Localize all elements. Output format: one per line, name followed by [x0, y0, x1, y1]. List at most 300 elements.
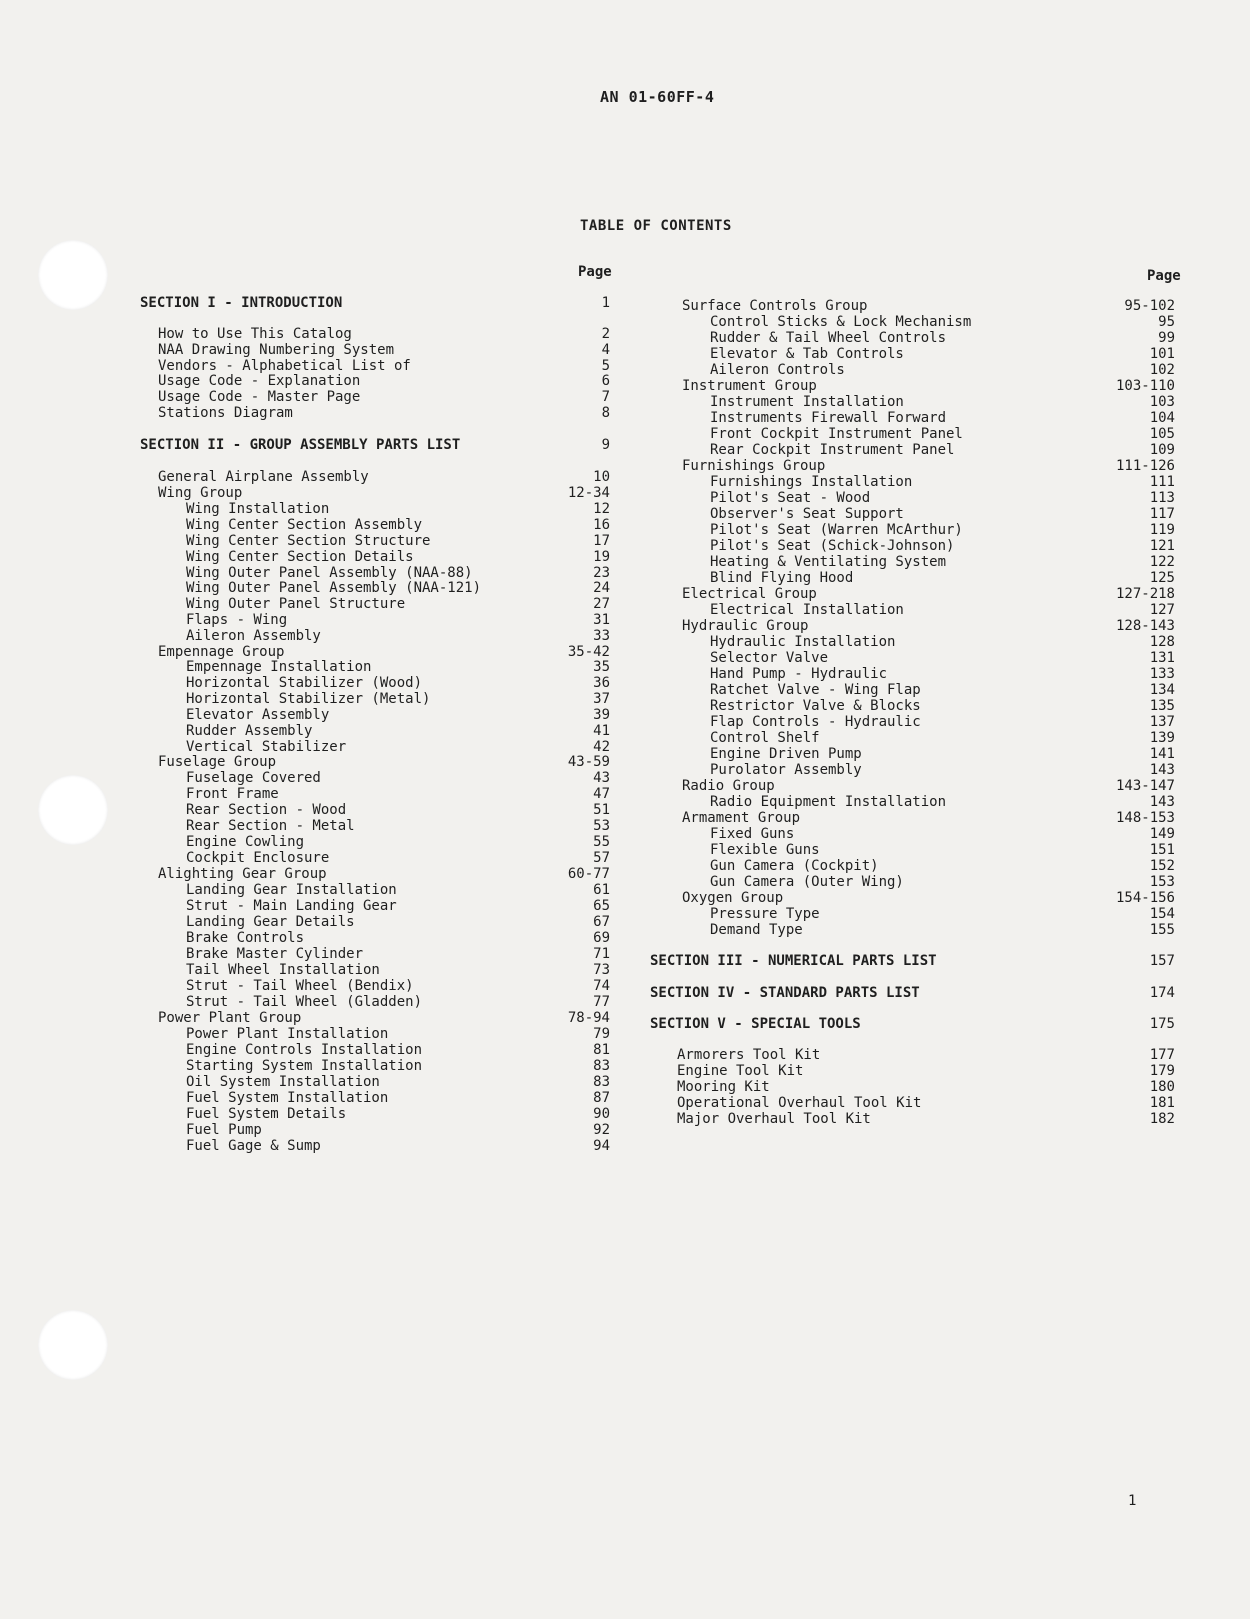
toc-entry-label: Instrument Group [682, 378, 817, 394]
toc-left-entry [140, 786, 610, 802]
toc-entry-page: 35-42 [567, 644, 610, 660]
toc-entry-page: 23 [593, 565, 610, 581]
toc-entry-label: Rear Section - Metal [186, 818, 355, 834]
toc-entry-page: 39 [593, 707, 610, 723]
toc-entry-label: Instruments Firewall Forward [710, 410, 947, 426]
toc-entry-page: 157 [1149, 953, 1175, 969]
page-column-header-right: Page [1147, 268, 1181, 284]
toc-entry-page: 143 [1149, 794, 1175, 810]
toc-entry-label: Selector Valve [710, 650, 829, 666]
binder-hole-middle [38, 775, 108, 845]
toc-entry-page: 92 [593, 1122, 610, 1138]
toc-right-entry [650, 1016, 1175, 1032]
toc-entry-label: Control Sticks & Lock Mechanism [710, 314, 972, 330]
toc-left-entry [140, 501, 610, 517]
toc-entry-page: 55 [593, 834, 610, 850]
toc-entry-page: 174 [1149, 985, 1175, 1001]
toc-entry-page: 149 [1149, 826, 1175, 842]
toc-entry-label: Blind Flying Hood [710, 570, 854, 586]
toc-entry-label: Oil System Installation [186, 1074, 380, 1090]
toc-left-entry [140, 358, 610, 374]
toc-entry-page: 119 [1149, 522, 1175, 538]
toc-entry-label: Gun Camera (Outer Wing) [710, 874, 904, 890]
toc-entry-label: Fuel Gage & Sump [186, 1138, 321, 1154]
toc-entry-page: 53 [593, 818, 610, 834]
toc-entry-page: 65 [593, 898, 610, 914]
toc-left-entry [140, 342, 610, 358]
toc-entry-label: SECTION III - NUMERICAL PARTS LIST [650, 953, 937, 969]
toc-entry-label: Fuel System Installation [186, 1090, 389, 1106]
toc-left-entry [140, 485, 610, 501]
toc-entry-page: 73 [593, 962, 610, 978]
toc-left-entry [140, 580, 610, 596]
toc-right-entry [665, 698, 1175, 714]
toc-right-entry [665, 922, 1175, 938]
toc-entry-label: General Airplane Assembly [158, 469, 369, 485]
toc-entry-page: 180 [1149, 1079, 1175, 1095]
toc-entry-label: Strut - Tail Wheel (Gladden) [186, 994, 423, 1010]
toc-entry-label: Tail Wheel Installation [186, 962, 380, 978]
toc-entry-label: Flexible Guns [710, 842, 820, 858]
toc-right-entry [665, 730, 1175, 746]
toc-right-entry [665, 1111, 1175, 1127]
toc-entry-page: 153 [1149, 874, 1175, 890]
toc-entry-page: 111-126 [1115, 458, 1175, 474]
toc-entry-label: Wing Group [158, 485, 243, 501]
toc-entry-label: Power Plant Group [158, 1010, 302, 1026]
toc-entry-label: Rear Section - Wood [186, 802, 347, 818]
toc-entry-label: Strut - Tail Wheel (Bendix) [186, 978, 414, 994]
toc-right-entry [665, 394, 1175, 410]
toc-left-entry [140, 326, 610, 342]
toc-entry-page: 33 [593, 628, 610, 644]
toc-entry-label: Alighting Gear Group [158, 866, 327, 882]
toc-right-entry [665, 778, 1175, 794]
toc-entry-label: Brake Controls [186, 930, 305, 946]
toc-right-entry [665, 426, 1175, 442]
toc-left-entry [140, 962, 610, 978]
toc-entry-page: 141 [1149, 746, 1175, 762]
toc-entry-page: 81 [593, 1042, 610, 1058]
toc-entry-page: 105 [1149, 426, 1175, 442]
document-id: AN 01-60FF-4 [600, 88, 715, 106]
toc-right-entry [665, 858, 1175, 874]
toc-entry-page: 24 [593, 580, 610, 596]
toc-left-entry [140, 1042, 610, 1058]
toc-entry-label: Pilot's Seat (Schick-Johnson) [710, 538, 955, 554]
toc-left-entry [140, 469, 610, 485]
toc-right-entry [665, 362, 1175, 378]
toc-entry-page: 182 [1149, 1111, 1175, 1127]
toc-left-entry [140, 659, 610, 675]
toc-left-entry [140, 691, 610, 707]
toc-entry-label: Empennage Group [158, 644, 285, 660]
toc-left-entry [140, 1090, 610, 1106]
toc-entry-page: 78-94 [567, 1010, 610, 1026]
toc-right-entry [665, 538, 1175, 554]
toc-entry-label: Horizontal Stabilizer (Wood) [186, 675, 423, 691]
toc-right-entry [665, 682, 1175, 698]
toc-entry-page: 152 [1149, 858, 1175, 874]
toc-entry-label: Empennage Installation [186, 659, 372, 675]
toc-right-entry [665, 890, 1175, 906]
toc-entry-label: Hydraulic Installation [710, 634, 896, 650]
toc-right-entry [665, 474, 1175, 490]
toc-entry-page: 8 [601, 405, 610, 421]
toc-left-entry [140, 628, 610, 644]
toc-left-entry [140, 1138, 610, 1154]
toc-entry-page: 67 [593, 914, 610, 930]
toc-entry-page: 57 [593, 850, 610, 866]
toc-right-entry [665, 1063, 1175, 1079]
toc-entry-label: Usage Code - Explanation [158, 373, 361, 389]
toc-right-entry [665, 458, 1175, 474]
toc-entry-page: 31 [593, 612, 610, 628]
toc-left-entry [140, 565, 610, 581]
toc-right-entry [665, 842, 1175, 858]
toc-entry-page: 155 [1149, 922, 1175, 938]
toc-right-entry [665, 314, 1175, 330]
toc-entry-label: SECTION II - GROUP ASSEMBLY PARTS LIST [140, 437, 461, 453]
toc-entry-page: 181 [1149, 1095, 1175, 1111]
toc-entry-label: Fuel System Details [186, 1106, 347, 1122]
toc-entry-page: 12 [593, 501, 610, 517]
toc-right-entry [665, 586, 1175, 602]
toc-entry-page: 104 [1149, 410, 1175, 426]
toc-entry-page: 69 [593, 930, 610, 946]
toc-left-entry [140, 1122, 610, 1138]
toc-entry-label: Fuselage Group [158, 754, 277, 770]
toc-entry-page: 148-153 [1115, 810, 1175, 826]
toc-entry-label: Control Shelf [710, 730, 820, 746]
toc-entry-page: 12-34 [567, 485, 610, 501]
toc-right-entry [650, 953, 1175, 969]
toc-entry-page: 125 [1149, 570, 1175, 586]
page-number: 1 [1128, 1493, 1137, 1509]
toc-left-entry [140, 1074, 610, 1090]
toc-entry-label: Purolator Assembly [710, 762, 862, 778]
toc-left-entry [140, 739, 610, 755]
toc-entry-page: 87 [593, 1090, 610, 1106]
toc-right-entry [665, 298, 1175, 314]
toc-right-entry [665, 490, 1175, 506]
toc-entry-page: 16 [593, 517, 610, 533]
toc-right-entry [665, 1095, 1175, 1111]
toc-right-entry [665, 826, 1175, 842]
toc-entry-label: Demand Type [710, 922, 803, 938]
toc-entry-page: 95 [1158, 314, 1175, 330]
toc-entry-label: Armament Group [682, 810, 801, 826]
toc-right-entry [665, 346, 1175, 362]
toc-entry-label: Usage Code - Master Page [158, 389, 361, 405]
toc-left-entry [140, 437, 610, 453]
toc-entry-label: Aileron Assembly [186, 628, 321, 644]
toc-entry-page: 7 [601, 389, 610, 405]
toc-left-entry [140, 596, 610, 612]
toc-entry-page: 2 [601, 326, 610, 342]
toc-right-entry [665, 714, 1175, 730]
toc-entry-page: 5 [601, 358, 610, 374]
toc-right-entry [665, 506, 1175, 522]
toc-entry-page: 4 [601, 342, 610, 358]
toc-right-entry [665, 410, 1175, 426]
toc-right-entry [665, 906, 1175, 922]
toc-entry-page: 94 [593, 1138, 610, 1154]
toc-left-entry [140, 754, 610, 770]
toc-entry-label: Rear Cockpit Instrument Panel [710, 442, 955, 458]
toc-entry-page: 42 [593, 739, 610, 755]
toc-right-entry [665, 1047, 1175, 1063]
toc-right-entry [665, 330, 1175, 346]
toc-entry-label: SECTION I - INTRODUCTION [140, 295, 343, 311]
toc-entry-label: Wing Outer Panel Assembly (NAA-88) [186, 565, 473, 581]
toc-entry-page: 95-102 [1124, 298, 1175, 314]
toc-entry-page: 35 [593, 659, 610, 675]
toc-left-entry [140, 1106, 610, 1122]
toc-entry-label: Hydraulic Group [682, 618, 809, 634]
toc-entry-page: 90 [593, 1106, 610, 1122]
toc-left-entry [140, 644, 610, 660]
toc-right-entry [665, 522, 1175, 538]
toc-left-entry [140, 675, 610, 691]
toc-entry-label: Mooring Kit [677, 1079, 770, 1095]
toc-entry-page: 9 [601, 437, 610, 453]
toc-entry-label: Surface Controls Group [682, 298, 868, 314]
toc-entry-label: Horizontal Stabilizer (Metal) [186, 691, 431, 707]
toc-entry-label: Oxygen Group [682, 890, 784, 906]
toc-entry-label: Radio Equipment Installation [710, 794, 947, 810]
toc-entry-page: 61 [593, 882, 610, 898]
toc-entry-page: 137 [1149, 714, 1175, 730]
toc-entry-label: SECTION V - SPECIAL TOOLS [650, 1016, 861, 1032]
toc-entry-page: 128-143 [1115, 618, 1175, 634]
toc-entry-label: Armorers Tool Kit [677, 1047, 821, 1063]
toc-right-entry [665, 570, 1175, 586]
toc-entry-page: 74 [593, 978, 610, 994]
toc-entry-page: 83 [593, 1058, 610, 1074]
toc-entry-label: Furnishings Installation [710, 474, 913, 490]
toc-entry-label: Flaps - Wing [186, 612, 288, 628]
toc-entry-label: Hand Pump - Hydraulic [710, 666, 888, 682]
toc-entry-label: Vendors - Alphabetical List of [158, 358, 411, 374]
toc-entry-label: Instrument Installation [710, 394, 904, 410]
toc-entry-label: Pressure Type [710, 906, 820, 922]
toc-entry-label: Engine Cowling [186, 834, 305, 850]
toc-entry-label: Cockpit Enclosure [186, 850, 330, 866]
toc-left-entry [140, 1010, 610, 1026]
toc-entry-label: SECTION IV - STANDARD PARTS LIST [650, 985, 920, 1001]
toc-left-entry [140, 389, 610, 405]
toc-left-entry [140, 914, 610, 930]
toc-left-entry [140, 533, 610, 549]
toc-entry-label: Brake Master Cylinder [186, 946, 364, 962]
toc-left-entry [140, 834, 610, 850]
toc-right-entry [665, 874, 1175, 890]
toc-entry-label: Fuel Pump [186, 1122, 262, 1138]
toc-left-entry [140, 898, 610, 914]
toc-entry-page: 6 [601, 373, 610, 389]
toc-entry-label: Elevator Assembly [186, 707, 330, 723]
toc-left-entry [140, 549, 610, 565]
toc-entry-page: 71 [593, 946, 610, 962]
toc-entry-label: Wing Center Section Structure [186, 533, 431, 549]
toc-entry-label: Major Overhaul Tool Kit [677, 1111, 871, 1127]
toc-entry-label: Flap Controls - Hydraulic [710, 714, 921, 730]
toc-entry-label: Front Frame [186, 786, 279, 802]
toc-left-entry [140, 707, 610, 723]
toc-left-entry [140, 994, 610, 1010]
toc-entry-page: 111 [1149, 474, 1175, 490]
toc-entry-label: Wing Center Section Assembly [186, 517, 423, 533]
toc-entry-page: 135 [1149, 698, 1175, 714]
toc-right-entry [665, 378, 1175, 394]
toc-right-entry [665, 1079, 1175, 1095]
toc-entry-label: How to Use This Catalog [158, 326, 352, 342]
toc-entry-label: Stations Diagram [158, 405, 293, 421]
page-title: TABLE OF CONTENTS [580, 218, 732, 234]
toc-entry-page: 102 [1149, 362, 1175, 378]
toc-entry-label: Electrical Group [682, 586, 817, 602]
toc-entry-page: 113 [1149, 490, 1175, 506]
toc-entry-page: 179 [1149, 1063, 1175, 1079]
toc-entry-page: 27 [593, 596, 610, 612]
toc-entry-page: 77 [593, 994, 610, 1010]
toc-entry-page: 122 [1149, 554, 1175, 570]
toc-entry-page: 154 [1149, 906, 1175, 922]
toc-entry-label: Engine Controls Installation [186, 1042, 423, 1058]
toc-left-entry [140, 818, 610, 834]
toc-left-entry [140, 930, 610, 946]
toc-entry-page: 175 [1149, 1016, 1175, 1032]
toc-entry-page: 99 [1158, 330, 1175, 346]
toc-entry-label: Engine Driven Pump [710, 746, 862, 762]
toc-entry-page: 36 [593, 675, 610, 691]
toc-left-entry [140, 612, 610, 628]
toc-entry-page: 127 [1149, 602, 1175, 618]
toc-entry-page: 133 [1149, 666, 1175, 682]
toc-left-entry [140, 850, 610, 866]
toc-entry-label: Rudder Assembly [186, 723, 313, 739]
toc-right-entry [650, 985, 1175, 1001]
toc-entry-label: Restrictor Valve & Blocks [710, 698, 921, 714]
toc-entry-page: 121 [1149, 538, 1175, 554]
page-column-header-left: Page [578, 264, 612, 280]
toc-entry-label: Front Cockpit Instrument Panel [710, 426, 963, 442]
toc-entry-label: NAA Drawing Numbering System [158, 342, 395, 358]
toc-entry-page: 103-110 [1115, 378, 1175, 394]
toc-entry-page: 10 [593, 469, 610, 485]
toc-entry-page: 101 [1149, 346, 1175, 362]
toc-entry-label: Pilot's Seat - Wood [710, 490, 871, 506]
toc-entry-label: Aileron Controls [710, 362, 845, 378]
toc-entry-label: Landing Gear Details [186, 914, 355, 930]
toc-entry-page: 37 [593, 691, 610, 707]
toc-entry-label: Starting System Installation [186, 1058, 423, 1074]
toc-right-entry [665, 794, 1175, 810]
toc-entry-label: Operational Overhaul Tool Kit [677, 1095, 922, 1111]
toc-entry-page: 134 [1149, 682, 1175, 698]
toc-entry-page: 143 [1149, 762, 1175, 778]
toc-entry-page: 19 [593, 549, 610, 565]
toc-entry-page: 60-77 [567, 866, 610, 882]
toc-entry-label: Gun Camera (Cockpit) [710, 858, 879, 874]
toc-entry-page: 117 [1149, 506, 1175, 522]
toc-entry-page: 79 [593, 1026, 610, 1042]
toc-entry-label: Wing Center Section Details [186, 549, 414, 565]
toc-left-entry [140, 405, 610, 421]
toc-entry-label: Wing Outer Panel Assembly (NAA-121) [186, 580, 482, 596]
toc-entry-page: 143-147 [1115, 778, 1175, 794]
toc-entry-page: 51 [593, 802, 610, 818]
toc-entry-label: Vertical Stabilizer [186, 739, 347, 755]
toc-entry-label: Strut - Main Landing Gear [186, 898, 397, 914]
toc-entry-label: Furnishings Group [682, 458, 826, 474]
toc-entry-label: Rudder & Tail Wheel Controls [710, 330, 947, 346]
toc-entry-page: 43-59 [567, 754, 610, 770]
toc-left-entry [140, 1026, 610, 1042]
toc-entry-page: 109 [1149, 442, 1175, 458]
toc-entry-label: Pilot's Seat (Warren McArthur) [710, 522, 963, 538]
toc-entry-page: 128 [1149, 634, 1175, 650]
toc-left-entry [140, 866, 610, 882]
toc-left-entry [140, 946, 610, 962]
toc-entry-page: 177 [1149, 1047, 1175, 1063]
toc-right-entry [665, 554, 1175, 570]
toc-entry-label: Observer's Seat Support [710, 506, 904, 522]
toc-entry-page: 17 [593, 533, 610, 549]
toc-entry-label: Electrical Installation [710, 602, 904, 618]
toc-entry-page: 131 [1149, 650, 1175, 666]
toc-entry-label: Fixed Guns [710, 826, 795, 842]
binder-hole-bottom [38, 1310, 108, 1380]
toc-right-entry [665, 602, 1175, 618]
toc-entry-page: 127-218 [1115, 586, 1175, 602]
toc-right-entry [665, 666, 1175, 682]
toc-right-entry [665, 634, 1175, 650]
toc-entry-label: Radio Group [682, 778, 775, 794]
toc-entry-label: Ratchet Valve - Wing Flap [710, 682, 921, 698]
toc-entry-label: Engine Tool Kit [677, 1063, 804, 1079]
toc-entry-page: 154-156 [1115, 890, 1175, 906]
toc-right-entry [665, 762, 1175, 778]
toc-right-entry [665, 810, 1175, 826]
toc-left-entry [140, 882, 610, 898]
toc-left-entry [140, 723, 610, 739]
toc-entry-page: 103 [1149, 394, 1175, 410]
toc-entry-page: 1 [601, 295, 610, 311]
toc-entry-label: Wing Outer Panel Structure [186, 596, 406, 612]
toc-entry-label: Fuselage Covered [186, 770, 321, 786]
toc-right-entry [665, 618, 1175, 634]
toc-entry-page: 41 [593, 723, 610, 739]
toc-left-entry [140, 295, 610, 311]
toc-right-entry [665, 746, 1175, 762]
toc-right-entry [665, 650, 1175, 666]
toc-entry-label: Landing Gear Installation [186, 882, 397, 898]
toc-left-entry [140, 517, 610, 533]
toc-entry-page: 139 [1149, 730, 1175, 746]
toc-entry-page: 43 [593, 770, 610, 786]
toc-right-entry [665, 442, 1175, 458]
binder-hole-top [38, 240, 108, 310]
toc-entry-label: Wing Installation [186, 501, 330, 517]
toc-entry-page: 47 [593, 786, 610, 802]
toc-left-entry [140, 802, 610, 818]
toc-left-entry [140, 1058, 610, 1074]
toc-entry-label: Power Plant Installation [186, 1026, 389, 1042]
toc-left-entry [140, 978, 610, 994]
toc-left-entry [140, 373, 610, 389]
